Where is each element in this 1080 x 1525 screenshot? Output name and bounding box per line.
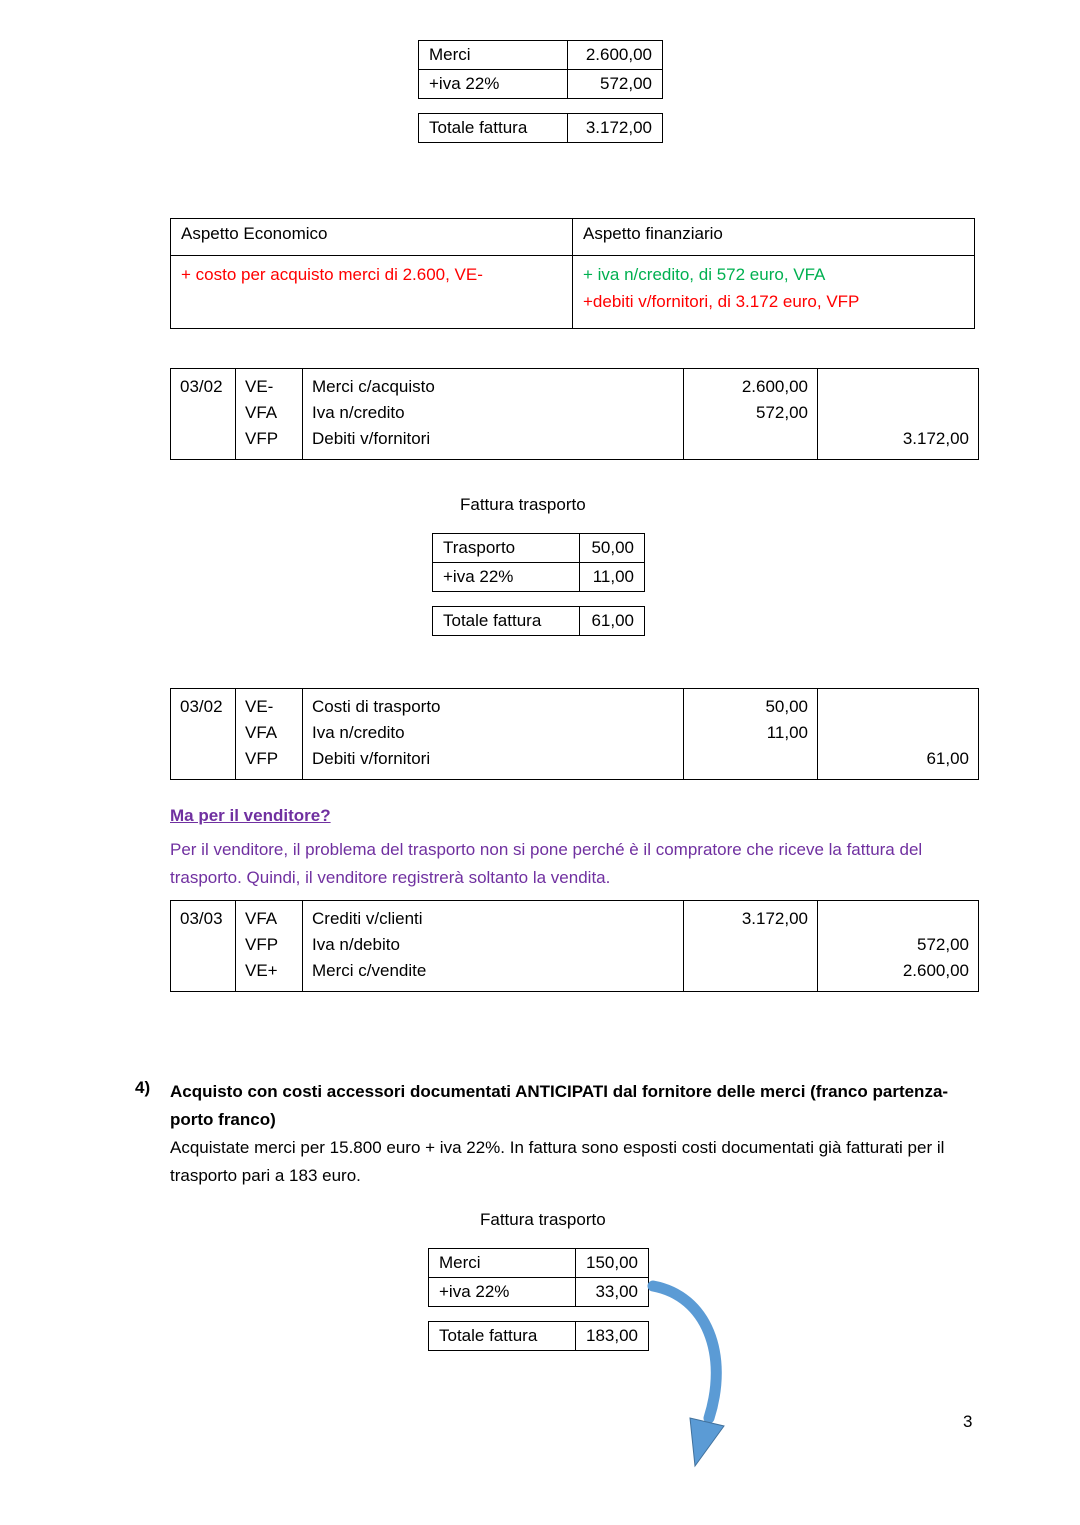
journal-dare-cell (684, 901, 818, 992)
aspetti-table (170, 218, 975, 329)
journal-entry-row (171, 369, 979, 460)
invoice-trasporto (432, 533, 645, 636)
invoice-anticipati (428, 1248, 649, 1351)
invoice-item-label: Merci (429, 1249, 576, 1278)
journal-avere-amount (827, 720, 969, 746)
spacer (428, 1307, 649, 1321)
journal-dare-amount (693, 958, 808, 984)
journal-account: Debiti v/fornitori (312, 429, 431, 448)
journal-code: VFA (245, 909, 278, 928)
journal-account: Crediti v/clienti (312, 909, 423, 928)
venditore-heading: Ma per il venditore? (170, 806, 331, 825)
aspetto-economico-header: Aspetto Economico (171, 219, 573, 256)
journal-avere-amount: 3.172,00 (902, 429, 969, 448)
invoice-merci-total-table (418, 113, 663, 143)
journal-avere-amount: 572,00 (917, 935, 969, 954)
table-row (419, 70, 663, 99)
item4-title: Acquisto con costi accessori documentati ANTICIPATI dal fornitore delle merci (franco partenza-porto franco) (170, 1082, 949, 1129)
journal-code: VFA (245, 403, 278, 422)
journal-account: Iva n/credito (312, 403, 405, 422)
journal-dare-amount (693, 426, 808, 452)
invoice-total-value: 3.172,00 (568, 114, 663, 143)
invoice-item-value: 33,00 (576, 1278, 649, 1307)
fattura-trasporto-caption: Fattura trasporto (460, 495, 586, 514)
invoice-item-value: 2.600,00 (568, 41, 663, 70)
journal-code-cell (236, 369, 303, 460)
page-number: 3 (963, 1412, 973, 1431)
table-row (171, 256, 975, 329)
fattura-trasporto-caption: Fattura trasporto (480, 1210, 606, 1229)
journal-code: VFA (245, 723, 278, 742)
journal-date: 03/02 (180, 377, 223, 396)
invoice-item-label: +iva 22% (419, 70, 568, 99)
journal-entry-row (171, 689, 979, 780)
aspetto-finanziario-cell (573, 256, 975, 329)
journal-dare-amount (693, 932, 808, 958)
journal-code: VE- (245, 377, 274, 396)
invoice-anticipati-total-table (428, 1321, 649, 1351)
finanziario-entry-iva: + iva n/credito, di 572 euro, VFA (583, 265, 826, 284)
invoice-total-label: Totale fattura (419, 114, 568, 143)
curved-down-arrow-icon (645, 1270, 740, 1485)
journal-dare-amount: 3.172,00 (741, 909, 808, 928)
journal-code-cell (236, 689, 303, 780)
journal-avere-amount (827, 906, 969, 932)
journal-account-cell (303, 369, 684, 460)
journal-account: Iva n/debito (312, 935, 400, 954)
journal-date: 03/03 (180, 909, 223, 928)
journal-dare-amount (693, 746, 808, 772)
journal-dare-amount: 11,00 (766, 723, 808, 742)
invoice-merci-items-table (418, 40, 663, 99)
journal-account-cell (303, 689, 684, 780)
journal-avere-cell (818, 901, 979, 992)
invoice-trasporto-total-table (432, 606, 645, 636)
journal-account: Merci c/vendite (312, 961, 427, 980)
invoice-merci (418, 40, 663, 143)
journal-date-cell (171, 689, 236, 780)
invoice-item-label: +iva 22% (433, 563, 580, 592)
table-row (429, 1322, 649, 1351)
item4-block (170, 1078, 982, 1190)
table-row (419, 41, 663, 70)
invoice-item-value: 11,00 (580, 563, 645, 592)
table-row (429, 1278, 649, 1307)
journal-account: Costi di trasporto (312, 697, 441, 716)
invoice-item-label: Merci (419, 41, 568, 70)
journal-dare-cell (684, 369, 818, 460)
invoice-item-label: Trasporto (433, 534, 580, 563)
invoice-total-value: 183,00 (576, 1322, 649, 1351)
journal-date-cell (171, 369, 236, 460)
journal-trasporto-table (170, 688, 979, 780)
aspetto-economico-cell (171, 256, 573, 329)
journal-dare-cell (684, 689, 818, 780)
journal-avere-amount: 61,00 (926, 749, 969, 768)
item4-number: 4) (135, 1078, 151, 1097)
journal-code: VE- (245, 697, 274, 716)
invoice-item-value: 50,00 (580, 534, 645, 563)
spacer (432, 592, 645, 606)
journal-code: VE+ (245, 961, 278, 980)
journal-account: Debiti v/fornitori (312, 749, 431, 768)
journal-code: VFP (245, 935, 279, 954)
journal-avere-cell (818, 369, 979, 460)
journal-avere-cell (818, 689, 979, 780)
spacer (418, 99, 663, 113)
economico-entry: + costo per acquisto merci di 2.600, VE- (181, 265, 483, 284)
journal-vendita-table (170, 900, 979, 992)
journal-entry-row (171, 901, 979, 992)
journal-avere-amount (827, 374, 969, 400)
journal-date-cell (171, 901, 236, 992)
invoice-total-label: Totale fattura (433, 607, 580, 636)
table-row (433, 607, 645, 636)
journal-account: Merci c/acquisto (312, 377, 435, 396)
journal-code: VFP (245, 749, 279, 768)
journal-code-cell (236, 901, 303, 992)
aspetto-finanziario-header: Aspetto finanziario (573, 219, 975, 256)
journal-acquisto-table (170, 368, 979, 460)
finanziario-entry-debiti: +debiti v/fornitori, di 3.172 euro, VFP (583, 292, 860, 311)
invoice-item-label: +iva 22% (429, 1278, 576, 1307)
invoice-item-value: 150,00 (576, 1249, 649, 1278)
journal-avere-amount (827, 400, 969, 426)
journal-dare-amount: 50,00 (765, 697, 808, 716)
table-header-row (171, 219, 975, 256)
table-row (433, 563, 645, 592)
table-row (419, 114, 663, 143)
journal-avere-amount (827, 694, 969, 720)
journal-account: Iva n/credito (312, 723, 405, 742)
journal-account-cell (303, 901, 684, 992)
invoice-item-value: 572,00 (568, 70, 663, 99)
invoice-trasporto-items-table (432, 533, 645, 592)
venditore-paragraph: Per il venditore, il problema del trasporto non si pone perché è il compratore che riceve la fattura del trasporto. Quindi, il venditore registrerà soltanto la vendita. (170, 840, 923, 887)
table-row (433, 534, 645, 563)
item4-body: Acquistate merci per 15.800 euro + iva 22%. In fattura sono esposti costi documentati già fatturati per il trasporto pari a 183 euro. (170, 1138, 945, 1185)
invoice-total-value: 61,00 (580, 607, 645, 636)
invoice-anticipati-items-table (428, 1248, 649, 1307)
journal-code: VFP (245, 429, 279, 448)
journal-dare-amount: 572,00 (756, 403, 808, 422)
table-row (429, 1249, 649, 1278)
journal-dare-amount: 2.600,00 (741, 377, 808, 396)
journal-avere-amount: 2.600,00 (902, 961, 969, 980)
journal-date: 03/02 (180, 697, 223, 716)
invoice-total-label: Totale fattura (429, 1322, 576, 1351)
